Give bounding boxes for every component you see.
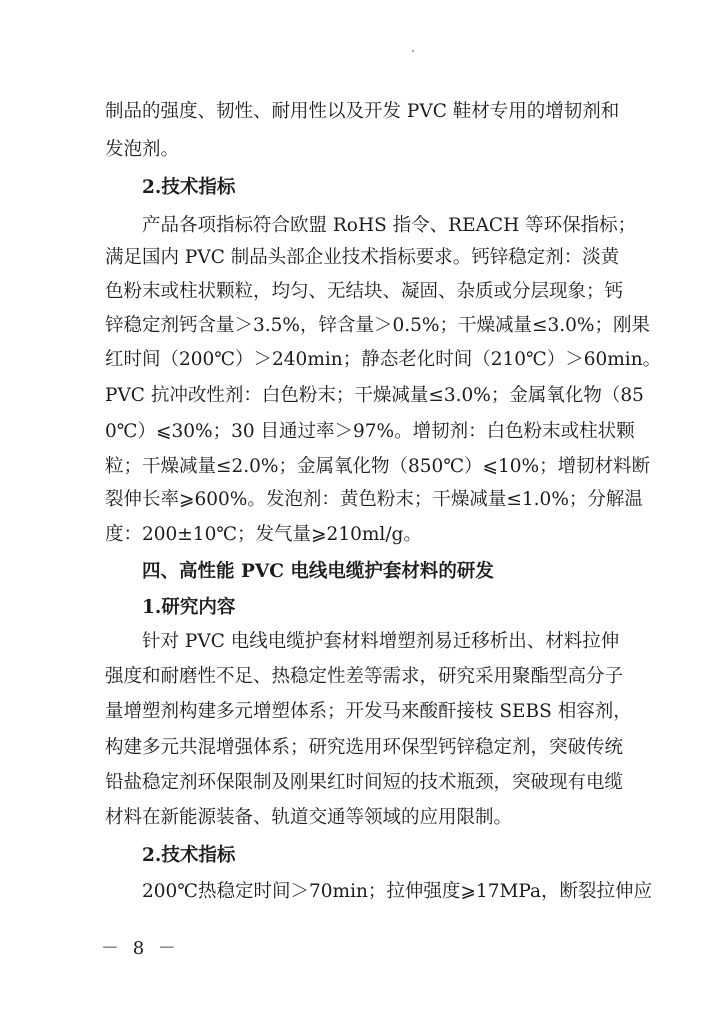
- section-heading: 四、高性能 PVC 电线电缆护套材料的研发: [142, 561, 494, 582]
- text-line: 色粉末或柱状颗粒，均匀、无结块、凝固、杂质或分层现象；钙: [105, 281, 624, 302]
- section-heading: 1.研究内容: [142, 597, 236, 618]
- text-line: 200℃热稳定时间＞70min；拉伸强度⩾17MPa，断裂拉伸应: [142, 881, 653, 902]
- scan-speck: [412, 50, 414, 52]
- text-line: 构建多元共混增强体系；研究选用环保型钙锌稳定剂，突破传统: [105, 737, 624, 758]
- page-number: － 8 －: [101, 938, 180, 959]
- text-line: 红时间（200℃）＞240min；静态老化时间（210℃）＞60min。: [105, 349, 662, 370]
- text-line: 度：200±10℃；发气量⩾210ml/g。: [105, 524, 422, 545]
- text-line: 粒；干燥减量≤2.0%；金属氧化物（850℃）⩽10%；增韧材料断: [105, 456, 651, 477]
- text-line: 锌稳定剂钙含量＞3.5%，锌含量＞0.5%；干燥减量≤3.0%；刚果: [105, 315, 651, 336]
- text-line: 产品各项指标符合欧盟 RoHS 指令、REACH 等环保指标；: [142, 215, 637, 236]
- text-line: 制品的强度、韧性、耐用性以及开发 PVC 鞋材专用的增韧剂和: [105, 101, 620, 122]
- text-line: 发泡剂。: [105, 139, 180, 160]
- text-line: 铅盐稳定剂环保限制及刚果红时间短的技术瓶颈，突破现有电缆: [105, 772, 624, 793]
- text-line: 针对 PVC 电线电缆护套材料增塑剂易迁移析出、材料拉伸: [142, 631, 620, 652]
- text-line: PVC 抗冲改性剂：白色粉末；干燥减量≤3.0%；金属氧化物（85: [105, 385, 644, 406]
- text-line: 量增塑剂构建多元增塑体系；开发马来酸酐接枝 SEBS 相容剂，: [105, 701, 632, 722]
- text-line: 材料在新能源装备、轨道交通等领域的应用限制。: [105, 807, 513, 828]
- text-line: 满足国内 PVC 制品头部企业技术指标要求。钙锌稳定剂：淡黄: [105, 247, 620, 268]
- text-line: 0℃）⩽30%；30 目通过率＞97%。增韧剂：白色粉末或柱状颗: [105, 421, 635, 442]
- text-line: 裂伸长率⩾600%。发泡剂：黄色粉末；干燥减量≤1.0%；分解温: [105, 489, 643, 510]
- section-heading: 2.技术指标: [142, 845, 236, 866]
- text-line: 强度和耐磨性不足、热稳定性差等需求，研究采用聚酯型高分子: [105, 666, 624, 687]
- section-heading: 2.技术指标: [142, 177, 236, 198]
